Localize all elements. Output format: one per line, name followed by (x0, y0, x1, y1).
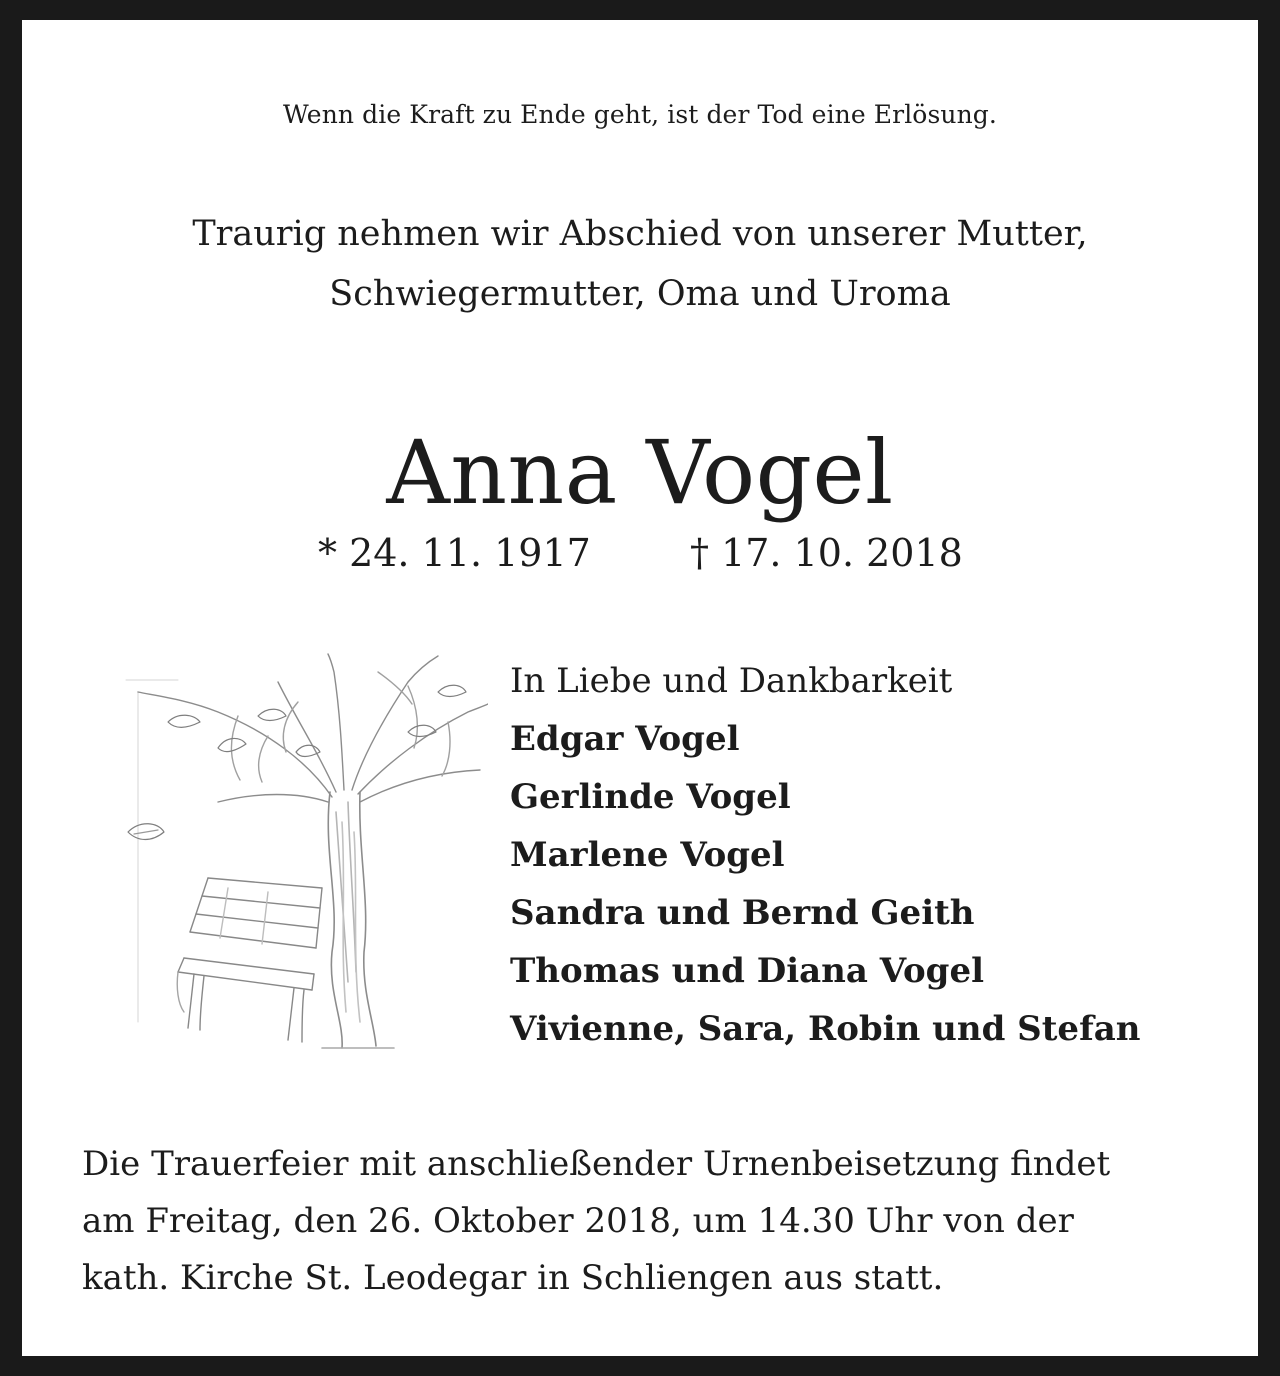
deceased-name: Anna Vogel (386, 421, 894, 524)
birth-date: * 24. 11. 1917 (318, 531, 591, 575)
death-date: † 17. 10. 2018 (690, 531, 963, 575)
mourner-name: Gerlinde Vogel (510, 777, 791, 817)
tree-branches (138, 654, 488, 802)
service-line: Die Trauerfeier mit anschließender Urnenbeisetzung findet (82, 1144, 1111, 1184)
tree-and-bench-illustration (108, 652, 488, 1056)
intro-line: Schwiegermutter, Oma und Uroma (329, 274, 951, 314)
intro-text (22, 204, 1258, 324)
tree-trunk (322, 792, 394, 1048)
bench (177, 878, 322, 1042)
mourner-name: Sandra und Bernd Geith (510, 893, 975, 933)
mourners-list (510, 652, 1140, 1058)
mourner-name: Edgar Vogel (510, 719, 740, 759)
motto: Wenn die Kraft zu Ende geht, ist der Tod eine Erlösung. (283, 100, 997, 129)
mourners-lead: In Liebe und Dankbarkeit (510, 661, 953, 701)
service-announcement (82, 1136, 1232, 1307)
mourner-name: Thomas und Diana Vogel (510, 951, 985, 991)
wall-outline (126, 680, 178, 1022)
mourner-name: Vivienne, Sara, Robin und Stefan (510, 1009, 1141, 1049)
service-line: am Freitag, den 26. Oktober 2018, um 14.30 Uhr von der (82, 1201, 1074, 1241)
obituary-card (22, 20, 1258, 1356)
mourner-name: Marlene Vogel (510, 835, 785, 875)
service-line: kath. Kirche St. Leodegar in Schliengen aus statt. (82, 1258, 944, 1298)
intro-line: Traurig nehmen wir Abschied von unserer Mutter, (192, 214, 1088, 254)
